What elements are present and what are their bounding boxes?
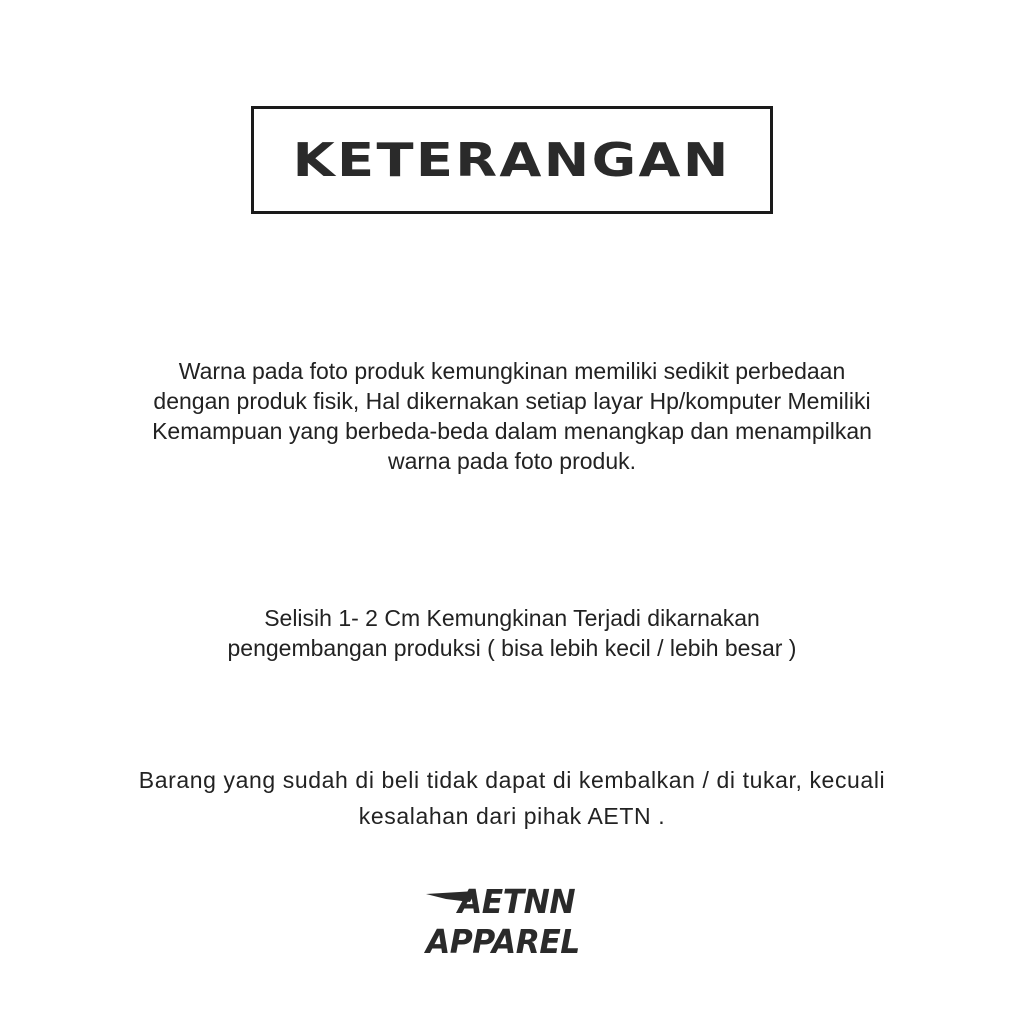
paragraph-line: Kemampuan yang berbeda-beda dalam menangkap dan menampilkan (152, 418, 872, 444)
paragraph-line: Warna pada foto produk kemungkinan memiliki sedikit perbedaan (178, 358, 846, 384)
paragraph-line: Barang yang sudah di beli tidak dapat di kembalkan / di tukar, kecuali (138, 767, 886, 793)
paragraph-line: kesalahan dari pihak AETN . (358, 803, 666, 829)
paragraph-line: warna pada foto produk. (387, 448, 637, 474)
size-disclaimer-paragraph (0, 603, 1024, 663)
brand-logo (426, 884, 606, 964)
paragraph-line: Selisih 1- 2 Cm Kemungkinan Terjadi dikarnakan (264, 605, 760, 631)
title-box (251, 106, 773, 214)
paragraph-line: dengan produk fisik, Hal dikernakan setiap layar Hp/komputer Memiliki (153, 388, 871, 414)
return-policy-paragraph (0, 762, 1024, 834)
color-disclaimer-paragraph (0, 356, 1024, 476)
page-title: KETERANGAN (292, 133, 732, 187)
logo-line-2: APPAREL (426, 922, 580, 961)
logo-line-1: AETNN (458, 882, 576, 921)
paragraph-line: pengembangan produksi ( bisa lebih kecil / lebih besar ) (227, 635, 797, 661)
